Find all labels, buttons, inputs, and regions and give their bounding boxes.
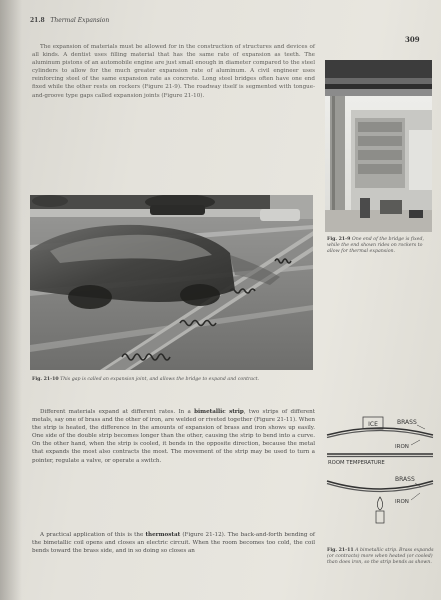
text-run: , two strips of different metals, say one of brass and the other of iron, are welded or riveted together (Figure 21-11). When the strip is heated, the difference in the amounts of expansion of brass and iron shows up easily. One side of the double strip becomes longer than the other, causing the strip to bend into a curve. On the other hand, when the strip is cooled, it bends in the opposite direction, because the metal that expands the most also contracts the most. The movement of the strip may be used to turn a pointer, regulate a valve, or operate a switch. bbox=[32, 409, 315, 464]
expansion-joint-photo bbox=[30, 195, 313, 370]
paragraph-text: The expansion of materials must be allowed for in the construction of structures and devices of all kinds. A dentist uses filling material that has the same rate of expansion as teeth. The aluminum pistons of an automobile engine are just small enough in diameter compared to the steel cylinders to allow for the much greater expansion rate of aluminum. A civil engineer uses reinforcing steel of the same expansion rate as concrete. Long steel bridges often have one end fixed while the other rests on rockers (Figure 21-9). The roadway itself is segmented with tongue-and-groove type gaps called expansion joints (Figure 21-10). bbox=[32, 44, 315, 99]
text-run: (Figure 21-12). The back-and-forth bending of the bimetallic coil opens and closes an electric circuit. When the room becomes too cold, the coil bends toward the brass side, and in so doing so closes an bbox=[32, 532, 315, 555]
flame-icon bbox=[377, 497, 382, 510]
iron-pointer-bottom bbox=[411, 493, 420, 500]
running-head bbox=[30, 17, 109, 24]
text-run: Different materials expand at different rates. In a bbox=[40, 409, 195, 415]
caption-text: One end of the bridge is fixed, while the end shown rides on rockers to allow for thermal expansion. bbox=[327, 237, 424, 255]
paragraph-thermostat bbox=[32, 531, 315, 555]
section-title: Thermal Expansion bbox=[50, 17, 110, 24]
paragraph-text bbox=[32, 531, 315, 555]
section-number: 21.8 bbox=[30, 17, 45, 24]
burner-icon bbox=[376, 511, 384, 523]
figure-label: Fig. 21-9 bbox=[327, 237, 351, 242]
page-gutter-shadow bbox=[0, 0, 22, 600]
page-number: 309 bbox=[405, 35, 420, 44]
caption-text: A bimetallic strip. Brass expands (or contracts) more when heated (or cooled) than does iron, so the strip bends as shown. bbox=[327, 548, 434, 566]
brass-label-top: BRASS bbox=[397, 419, 417, 426]
figure-label: Fig. 21-11 bbox=[327, 548, 354, 553]
figure-21-9-caption bbox=[327, 237, 434, 256]
term-bimetallic-strip: bimetallic strip bbox=[194, 409, 244, 415]
paragraph-expansion-intro bbox=[32, 43, 315, 100]
paragraph-bimetallic-strip bbox=[32, 408, 315, 465]
text-run: A practical application of this is the bbox=[40, 532, 146, 538]
figure-21-10-caption bbox=[32, 377, 292, 383]
bimetallic-strip-diagram bbox=[325, 413, 435, 539]
brass-pointer-top bbox=[417, 425, 425, 429]
caption-text: This gap is called an expansion joint, and allows the bridge to expand and contract. bbox=[60, 377, 260, 382]
room-temperature-label: ROOM TEMPERATURE bbox=[328, 460, 385, 466]
paragraph-text bbox=[32, 408, 315, 465]
iron-label-top: IRON bbox=[395, 444, 409, 450]
brass-label-bottom: BRASS bbox=[395, 476, 415, 483]
ice-label: ICE bbox=[368, 421, 378, 428]
iron-pointer-top bbox=[411, 440, 420, 445]
bridge-rocker-photo bbox=[325, 60, 432, 232]
figure-label: Fig. 21-10 bbox=[32, 377, 59, 382]
figure-21-11-caption bbox=[327, 548, 434, 567]
term-thermostat: thermostat bbox=[145, 532, 181, 538]
iron-label-bottom: IRON bbox=[395, 499, 409, 505]
